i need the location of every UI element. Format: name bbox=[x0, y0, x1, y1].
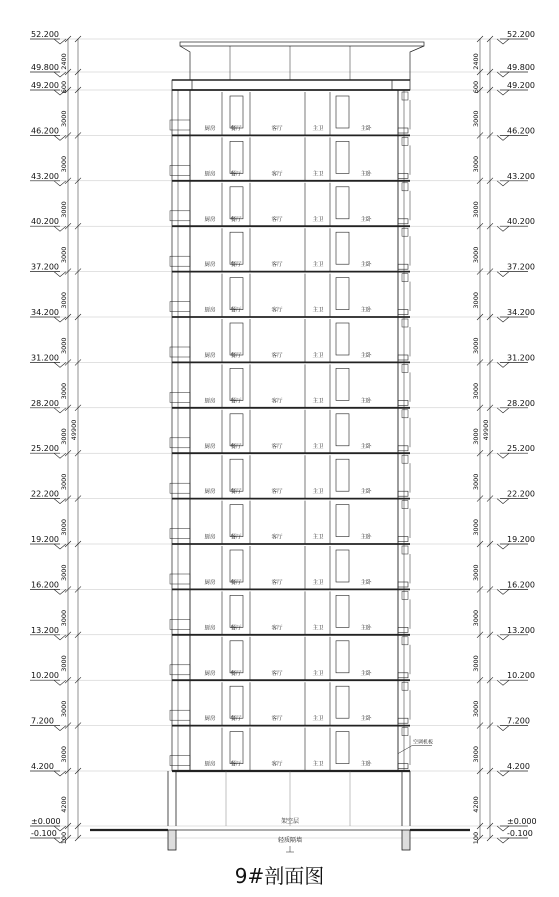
room-label-bedroom: 主卧 bbox=[360, 489, 372, 496]
elevation-label-right: 37.200 bbox=[507, 262, 535, 272]
elevation-symbol-right bbox=[497, 362, 509, 367]
door-opening bbox=[336, 505, 349, 537]
room-label-dining: 餐厅 bbox=[230, 670, 242, 677]
ac-ledge bbox=[398, 582, 408, 587]
elevation-symbol-right bbox=[497, 226, 509, 231]
room-label-bathroom: 主卫 bbox=[312, 398, 324, 405]
dimension-text-right: 3000 bbox=[472, 655, 480, 672]
window-head bbox=[402, 501, 408, 509]
elevation-label-left: 34.200 bbox=[31, 308, 59, 317]
room-label-bathroom: 主卫 bbox=[312, 670, 324, 677]
door-opening bbox=[336, 141, 349, 173]
ac-ledge bbox=[398, 673, 408, 678]
elevation-symbol-left bbox=[54, 317, 66, 322]
elevation-symbol-right bbox=[497, 544, 509, 549]
room-label-kitchen: 厨房 bbox=[204, 443, 216, 450]
room-label-bedroom: 主卧 bbox=[360, 670, 372, 677]
window-head bbox=[402, 637, 408, 645]
elevation-symbol-left bbox=[54, 181, 66, 186]
dimension-text-right: 3000 bbox=[472, 155, 480, 173]
door-opening bbox=[336, 641, 349, 673]
parapet-left bbox=[172, 80, 192, 90]
ac-ledge bbox=[398, 537, 408, 542]
elevation-symbol-left bbox=[54, 453, 66, 458]
dimension-text-right: 2400 bbox=[472, 53, 480, 70]
ac-ledge bbox=[398, 264, 408, 269]
ac-ledge bbox=[398, 400, 408, 405]
room-label-dining: 餐厅 bbox=[230, 534, 242, 541]
dimension-text-left: 3000 bbox=[60, 246, 68, 264]
dimension-text-left: 3000 bbox=[60, 201, 68, 218]
elevation-symbol-right bbox=[497, 589, 509, 594]
elevation-symbol-right bbox=[497, 635, 509, 640]
elevation-label-right: 31.200 bbox=[507, 353, 535, 363]
dimension-text-left: 2400 bbox=[60, 53, 68, 70]
elevation-label-left: 52.200 bbox=[31, 30, 59, 39]
door-opening bbox=[336, 96, 349, 128]
dimension-text-left: 3000 bbox=[60, 337, 68, 354]
room-label-dining: 餐厅 bbox=[230, 216, 242, 223]
elevation-label-left: 25.200 bbox=[31, 444, 59, 454]
window-head bbox=[402, 682, 408, 690]
elevation-symbol-right bbox=[497, 39, 509, 44]
window-head bbox=[402, 183, 408, 191]
window-head bbox=[402, 728, 408, 736]
dimension-text-right: 3000 bbox=[472, 201, 480, 218]
elevation-label-right: 46.200 bbox=[507, 126, 535, 136]
door-opening bbox=[336, 232, 349, 264]
room-label-living: 客厅 bbox=[271, 580, 283, 586]
room-label-bathroom: 主卫 bbox=[312, 716, 324, 723]
door-opening bbox=[336, 368, 349, 400]
dimension-text-right: 3000 bbox=[472, 246, 480, 264]
room-label-living: 客厅 bbox=[271, 489, 283, 496]
dimension-text-left: 4200 bbox=[60, 796, 68, 813]
room-label-bedroom: 主卧 bbox=[360, 262, 372, 269]
dimension-text-left: 3000 bbox=[60, 382, 68, 400]
foundation-left bbox=[168, 830, 176, 850]
room-label-kitchen: 厨房 bbox=[204, 489, 216, 496]
elevation-label-right: 34.200 bbox=[507, 308, 535, 317]
window-head bbox=[402, 319, 408, 327]
ground-wall-label: 轻质隔墙 bbox=[277, 837, 303, 844]
room-label-bedroom: 主卧 bbox=[360, 443, 372, 450]
ac-ledge bbox=[398, 446, 408, 451]
dimension-text-right: 3000 bbox=[472, 746, 480, 763]
room-label-kitchen: 厨房 bbox=[204, 534, 216, 541]
elevation-label-right: 28.200 bbox=[507, 398, 535, 408]
door-opening bbox=[336, 686, 349, 718]
parapet-right bbox=[392, 80, 410, 90]
elevation-symbol-right bbox=[497, 499, 509, 504]
dimension-text-right: 100 bbox=[472, 831, 480, 845]
elevation-label-left: 40.200 bbox=[31, 217, 59, 227]
room-label-bedroom: 主卧 bbox=[360, 761, 372, 768]
window-head bbox=[402, 228, 408, 236]
elevation-label-left: 43.200 bbox=[31, 171, 59, 181]
room-label-kitchen: 厨房 bbox=[204, 625, 216, 632]
room-label-living: 客厅 bbox=[271, 443, 283, 450]
elevation-symbol-left bbox=[54, 362, 66, 367]
room-label-bathroom: 主卫 bbox=[312, 307, 324, 314]
elevation-label-right: 22.200 bbox=[507, 489, 535, 499]
elevation-symbol-left bbox=[54, 544, 66, 549]
room-label-living: 客厅 bbox=[271, 216, 283, 223]
elevation-label-right: 10.200 bbox=[507, 671, 535, 681]
elevation-symbol-right bbox=[497, 680, 509, 685]
left-balcony-railing bbox=[170, 574, 190, 584]
room-label-bedroom: 主卧 bbox=[360, 307, 372, 314]
room-label-dining: 餐厅 bbox=[230, 398, 242, 405]
door-opening bbox=[230, 641, 243, 673]
elevation-symbol-right bbox=[497, 726, 509, 731]
elevation-label-left: 22.200 bbox=[31, 489, 59, 499]
elevation-symbol-left bbox=[54, 39, 66, 44]
room-label-dining: 餐厅 bbox=[230, 126, 242, 132]
room-label-bathroom: 主卫 bbox=[312, 216, 324, 223]
room-label-dining: 餐厅 bbox=[230, 761, 242, 768]
left-balcony-railing bbox=[170, 756, 190, 766]
elevation-label-left: 13.200 bbox=[31, 625, 59, 635]
dimension-text-left: 3000 bbox=[60, 746, 68, 763]
dimension-total-right: 49900 bbox=[482, 419, 490, 441]
elevation-label-left: 46.200 bbox=[31, 126, 59, 136]
room-label-living: 客厅 bbox=[271, 761, 283, 768]
room-label-bathroom: 主卫 bbox=[312, 580, 324, 586]
elevation-symbol-right bbox=[497, 181, 509, 186]
dimension-total-left: 49900 bbox=[70, 419, 78, 441]
roof-canopy-slab bbox=[180, 42, 424, 46]
left-balcony-railing bbox=[170, 392, 190, 402]
dimension-text-right: 3000 bbox=[472, 428, 480, 445]
roof-right-support bbox=[410, 46, 424, 80]
room-label-kitchen: 厨房 bbox=[204, 307, 216, 314]
ac-ledge bbox=[398, 219, 408, 224]
room-label-kitchen: 厨房 bbox=[204, 126, 216, 132]
left-balcony-railing bbox=[170, 619, 190, 629]
elevation-label-left: 49.200 bbox=[31, 81, 59, 90]
door-opening bbox=[230, 550, 243, 582]
elevation-label-right: 19.200 bbox=[507, 535, 535, 544]
dimension-text-left: 100 bbox=[60, 831, 68, 845]
room-label-bedroom: 主卧 bbox=[360, 580, 372, 586]
elevation-label-left: 4.200 bbox=[31, 762, 54, 771]
ac-ledge bbox=[398, 491, 408, 496]
elevation-symbol-right bbox=[497, 317, 509, 322]
dimension-text-right: 600 bbox=[472, 80, 480, 94]
elevation-symbol-right bbox=[497, 453, 509, 458]
left-balcony-railing bbox=[170, 665, 190, 675]
dimension-text-left: 3000 bbox=[60, 473, 68, 491]
room-label-living: 客厅 bbox=[271, 625, 283, 632]
room-label-living: 客厅 bbox=[271, 126, 283, 132]
elevation-label-left: 31.200 bbox=[31, 353, 59, 363]
elevation-symbol-left bbox=[54, 726, 66, 731]
dimension-text-right: 3000 bbox=[472, 519, 480, 536]
room-label-kitchen: 厨房 bbox=[204, 216, 216, 223]
dimension-text-right: 3000 bbox=[472, 473, 480, 491]
left-balcony-railing bbox=[170, 120, 190, 130]
door-opening bbox=[230, 459, 243, 491]
elevation-label-right: ±0.000 bbox=[507, 817, 537, 826]
foundation-right bbox=[402, 830, 410, 850]
elevation-label-right: 4.200 bbox=[507, 762, 530, 771]
room-label-kitchen: 厨房 bbox=[204, 262, 216, 269]
room-label-kitchen: 厨房 bbox=[204, 171, 216, 178]
elevation-symbol-right bbox=[497, 72, 509, 77]
room-label-living: 客厅 bbox=[271, 534, 283, 541]
elevation-symbol-left bbox=[54, 272, 66, 277]
room-label-bathroom: 主卫 bbox=[312, 761, 324, 768]
dimension-text-right: 4200 bbox=[472, 796, 480, 813]
room-label-bedroom: 主卧 bbox=[360, 216, 372, 223]
room-label-living: 客厅 bbox=[271, 262, 283, 269]
dimension-text-left: 3000 bbox=[60, 428, 68, 445]
window-head bbox=[402, 92, 408, 100]
room-label-living: 客厅 bbox=[271, 398, 283, 405]
elevation-label-left: 49.800 bbox=[31, 63, 59, 72]
door-opening bbox=[336, 732, 349, 764]
room-label-bathroom: 主卫 bbox=[312, 489, 324, 496]
dimension-text-right: 3000 bbox=[472, 564, 480, 581]
door-opening bbox=[230, 505, 243, 537]
dimension-text-left: 600 bbox=[60, 80, 68, 94]
elevation-label-left: 16.200 bbox=[31, 580, 59, 590]
elevation-label-right: 49.800 bbox=[507, 63, 535, 72]
room-label-kitchen: 厨房 bbox=[204, 670, 216, 677]
dimension-text-left: 3000 bbox=[60, 519, 68, 536]
room-label-bathroom: 主卫 bbox=[312, 171, 324, 178]
elevation-label-left: 37.200 bbox=[31, 262, 59, 272]
door-opening bbox=[230, 141, 243, 173]
door-opening bbox=[230, 232, 243, 264]
room-label-bathroom: 主卫 bbox=[312, 625, 324, 632]
room-label-dining: 餐厅 bbox=[230, 353, 242, 359]
room-label-bedroom: 主卧 bbox=[360, 398, 372, 405]
dimension-text-right: 3000 bbox=[472, 609, 480, 627]
room-label-dining: 餐厅 bbox=[230, 625, 242, 632]
room-label-bedroom: 主卧 bbox=[360, 534, 372, 541]
dimension-text-right: 3000 bbox=[472, 292, 480, 309]
stilt-floor-label: 架空层 bbox=[280, 818, 300, 825]
dimension-text-left: 3000 bbox=[60, 292, 68, 309]
drawing-title: 9#剖面图 bbox=[234, 864, 325, 888]
left-balcony-railing bbox=[170, 211, 190, 221]
dimension-text-left: 3000 bbox=[60, 110, 68, 127]
left-balcony-railing bbox=[170, 710, 190, 720]
elevation-symbol-left bbox=[54, 589, 66, 594]
window-head bbox=[402, 546, 408, 554]
door-opening bbox=[230, 732, 243, 764]
window-head bbox=[402, 410, 408, 418]
roof-left-support bbox=[180, 46, 190, 80]
left-balcony-railing bbox=[170, 483, 190, 493]
elevation-label-right: 7.200 bbox=[507, 716, 530, 726]
elevation-symbol-left bbox=[54, 680, 66, 685]
door-opening bbox=[336, 550, 349, 582]
elevation-label-right: 52.200 bbox=[507, 30, 535, 39]
elevation-symbol-left bbox=[54, 72, 66, 77]
window-head bbox=[402, 455, 408, 463]
room-label-living: 客厅 bbox=[271, 307, 283, 314]
room-label-dining: 餐厅 bbox=[230, 716, 242, 723]
room-label-bathroom: 主卫 bbox=[312, 126, 324, 132]
door-opening bbox=[336, 278, 349, 310]
elevation-label-left: -0.100 bbox=[31, 829, 57, 838]
ac-ledge bbox=[398, 764, 408, 769]
elevation-label-right: 16.200 bbox=[507, 580, 535, 590]
door-opening bbox=[230, 278, 243, 310]
room-label-bathroom: 主卫 bbox=[312, 534, 324, 541]
elevation-symbol-left bbox=[54, 408, 66, 413]
room-label-dining: 餐厅 bbox=[230, 443, 242, 450]
room-label-kitchen: 厨房 bbox=[204, 716, 216, 723]
door-opening bbox=[230, 323, 243, 355]
left-balcony-railing bbox=[170, 438, 190, 448]
door-opening bbox=[336, 595, 349, 627]
room-label-dining: 餐厅 bbox=[230, 262, 242, 269]
elevation-symbol-right bbox=[497, 90, 509, 95]
elevation-label-right: 13.200 bbox=[507, 625, 535, 635]
room-label-bedroom: 主卧 bbox=[360, 353, 372, 359]
elevation-label-left: 28.200 bbox=[31, 398, 59, 408]
room-label-living: 客厅 bbox=[271, 716, 283, 723]
elevation-label-right: 25.200 bbox=[507, 444, 535, 454]
dimension-text-right: 3000 bbox=[472, 110, 480, 127]
elevation-label-left: 19.200 bbox=[31, 535, 59, 544]
left-balcony-railing bbox=[170, 529, 190, 539]
elevation-symbol-right bbox=[497, 771, 509, 776]
room-label-living: 客厅 bbox=[271, 171, 283, 178]
room-label-bedroom: 主卧 bbox=[360, 625, 372, 632]
elevation-label-right: -0.100 bbox=[507, 829, 533, 838]
left-balcony-railing bbox=[170, 302, 190, 312]
left-balcony-railing bbox=[170, 165, 190, 175]
dimension-text-right: 3000 bbox=[472, 700, 480, 718]
room-label-living: 客厅 bbox=[271, 353, 283, 359]
door-opening bbox=[230, 368, 243, 400]
room-label-dining: 餐厅 bbox=[230, 307, 242, 314]
ac-ledge bbox=[398, 355, 408, 360]
elevation-symbol-left bbox=[54, 499, 66, 504]
ac-ledge bbox=[398, 718, 408, 723]
elevation-symbol-right bbox=[497, 838, 509, 843]
room-label-dining: 餐厅 bbox=[230, 489, 242, 496]
drawing-annotations bbox=[31, 30, 537, 844]
room-label-living: 客厅 bbox=[271, 670, 283, 677]
elevation-symbol-left bbox=[54, 635, 66, 640]
room-label-kitchen: 厨房 bbox=[204, 353, 216, 359]
elevation-label-right: 40.200 bbox=[507, 217, 535, 227]
elevation-symbol-left bbox=[54, 135, 66, 140]
elevation-label-left: 7.200 bbox=[31, 716, 54, 726]
window-head bbox=[402, 137, 408, 145]
door-opening bbox=[336, 187, 349, 219]
door-opening bbox=[230, 96, 243, 128]
elevation-symbol-right bbox=[497, 135, 509, 140]
elevation-label-left: 10.200 bbox=[31, 671, 59, 681]
dimension-text-left: 3000 bbox=[60, 609, 68, 627]
dimension-text-right: 3000 bbox=[472, 337, 480, 354]
door-opening bbox=[230, 686, 243, 718]
elevation-symbol-left bbox=[54, 226, 66, 231]
room-label-kitchen: 厨房 bbox=[204, 398, 216, 405]
room-label-bathroom: 主卫 bbox=[312, 443, 324, 450]
room-label-bathroom: 主卫 bbox=[312, 353, 324, 359]
elevation-label-right: 49.200 bbox=[507, 81, 535, 90]
door-opening bbox=[230, 187, 243, 219]
room-label-bathroom: 主卫 bbox=[312, 262, 324, 269]
room-label-kitchen: 厨房 bbox=[204, 580, 216, 586]
door-opening bbox=[336, 459, 349, 491]
ac-ledge bbox=[398, 173, 408, 178]
room-label-kitchen: 厨房 bbox=[204, 761, 216, 768]
elevation-symbol-right bbox=[497, 408, 509, 413]
room-label-bedroom: 主卧 bbox=[360, 126, 372, 132]
left-balcony-railing bbox=[170, 347, 190, 357]
elevation-label-right: 43.200 bbox=[507, 171, 535, 181]
dimension-text-left: 3000 bbox=[60, 655, 68, 672]
dimension-text-left: 3000 bbox=[60, 155, 68, 173]
dimension-text-left: 3000 bbox=[60, 700, 68, 718]
ac-ledge bbox=[398, 627, 408, 632]
door-opening bbox=[230, 595, 243, 627]
room-label-bedroom: 主卧 bbox=[360, 716, 372, 723]
door-opening bbox=[336, 323, 349, 355]
door-opening bbox=[336, 414, 349, 446]
room-label-bedroom: 主卧 bbox=[360, 171, 372, 178]
window-head bbox=[402, 591, 408, 599]
room-label-dining: 餐厅 bbox=[230, 171, 242, 178]
dimension-text-left: 3000 bbox=[60, 564, 68, 581]
door-opening bbox=[230, 414, 243, 446]
ac-ledge bbox=[398, 128, 408, 133]
left-balcony-railing bbox=[170, 256, 190, 266]
elevation-label-left: ±0.000 bbox=[31, 817, 61, 826]
elevation-symbol-left bbox=[54, 771, 66, 776]
window-head bbox=[402, 364, 408, 372]
room-label-dining: 餐厅 bbox=[230, 580, 242, 586]
ac-ledge bbox=[398, 310, 408, 315]
window-head bbox=[402, 274, 408, 282]
callout-text: 空调机板 bbox=[413, 739, 434, 746]
elevation-symbol-right bbox=[497, 272, 509, 277]
dimension-text-right: 3000 bbox=[472, 382, 480, 400]
